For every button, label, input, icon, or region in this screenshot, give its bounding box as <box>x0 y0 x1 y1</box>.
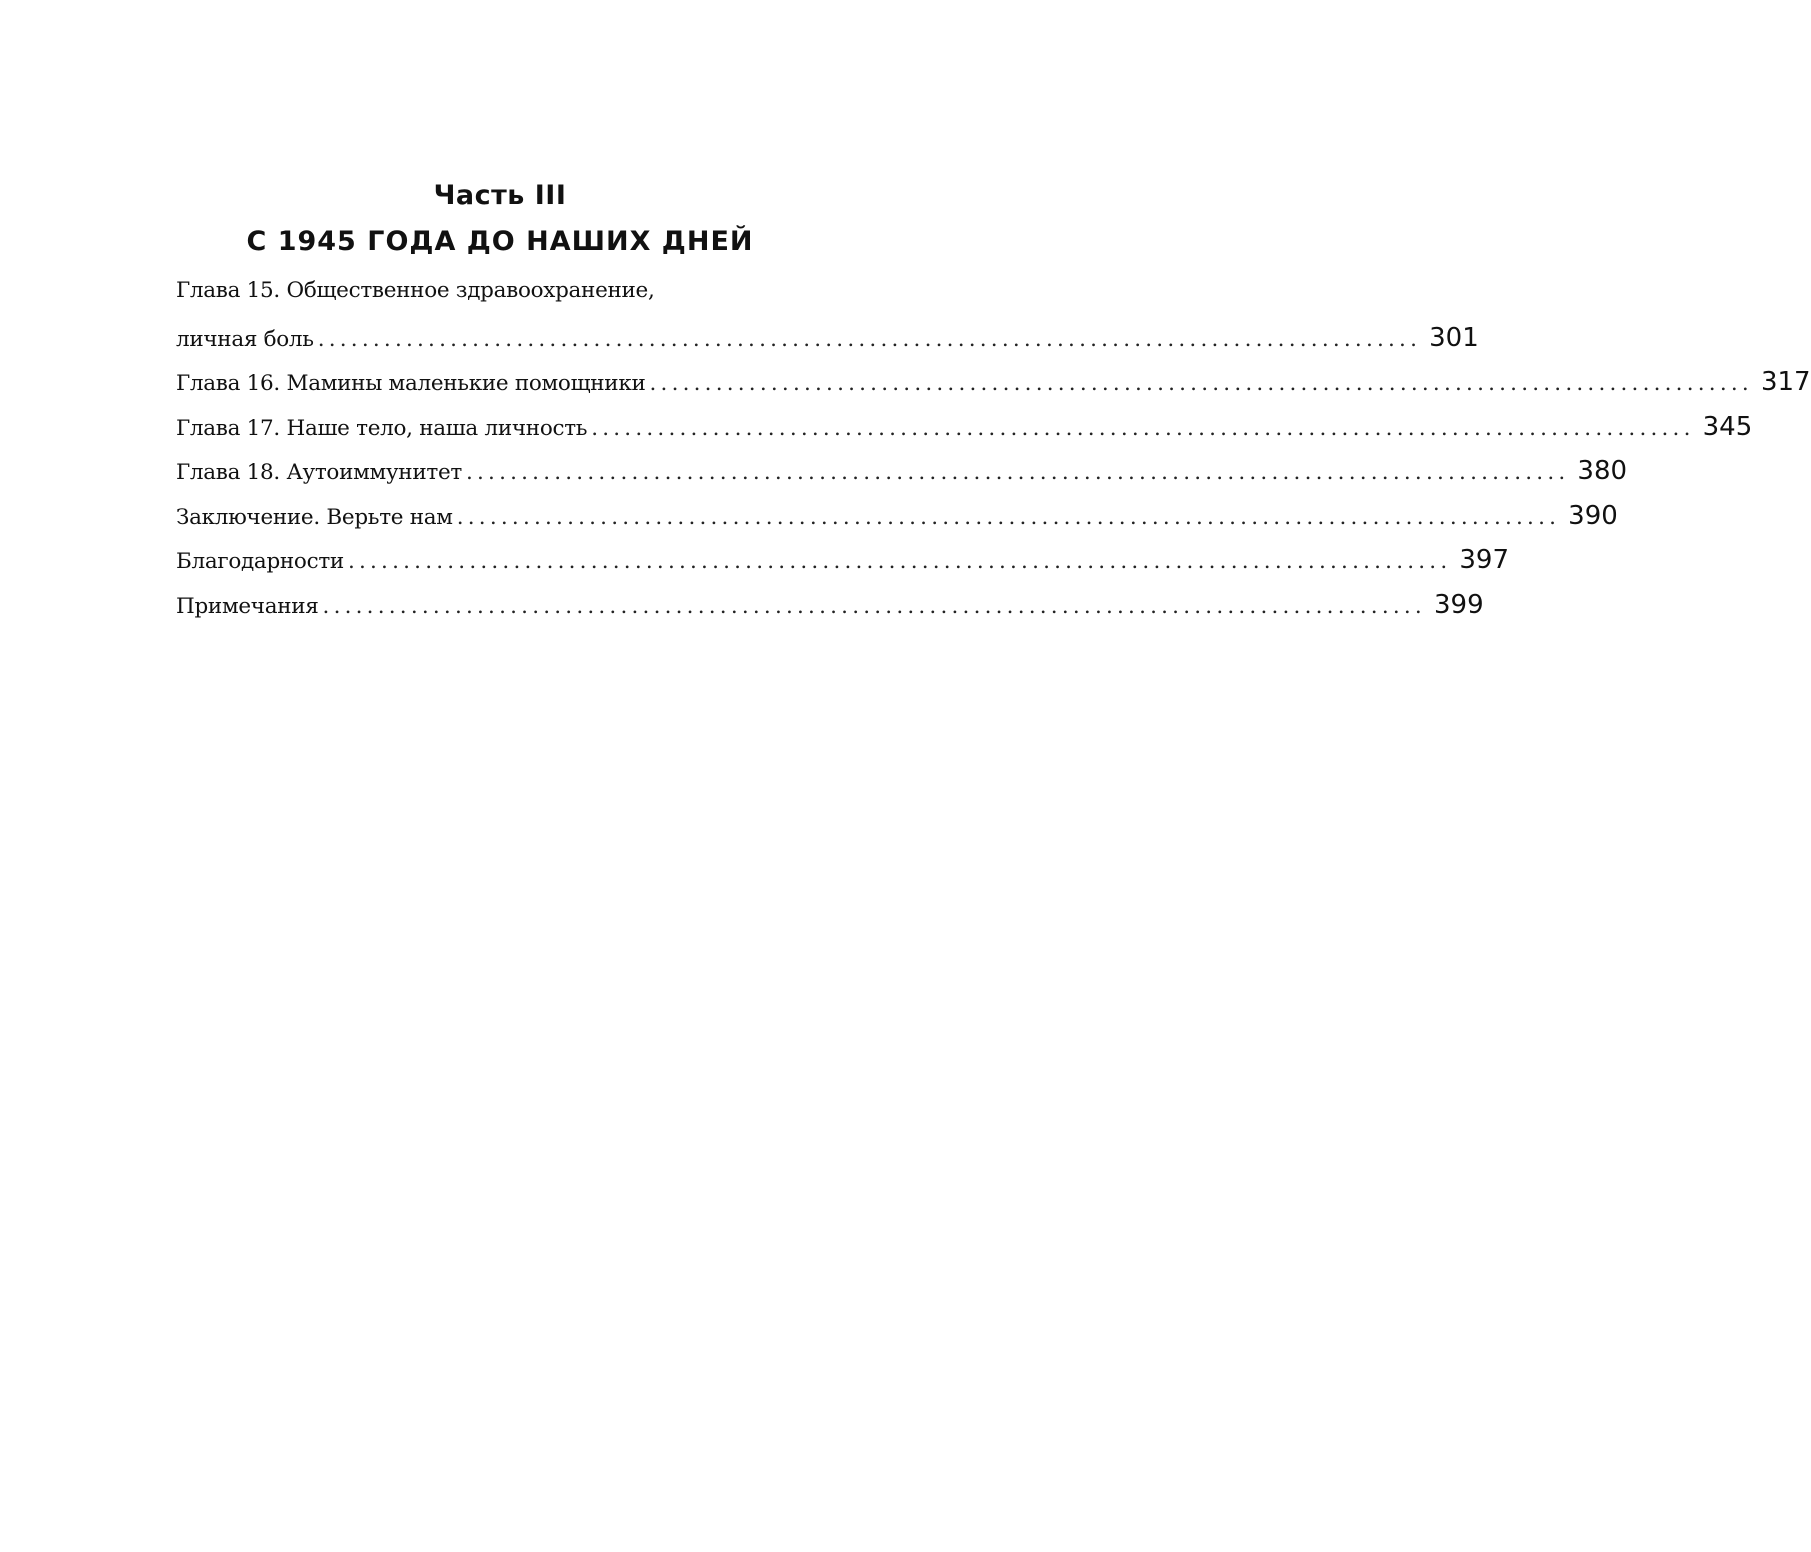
dot-leader: .................................................................................................... <box>649 371 1753 396</box>
toc-entry-text: Благодарности <box>176 549 344 574</box>
toc-entry-chapter-15-line-2 <box>176 322 1479 368</box>
toc-entry-text: личная боль <box>176 326 314 352</box>
toc-entry-text: Глава 16. Мамины маленькие помощники <box>176 371 646 396</box>
toc-entry-acknowledgements <box>176 545 1510 590</box>
toc-entry-text: Глава 18. Аутоиммунитет <box>176 460 462 485</box>
part-label: Часть III <box>433 180 567 211</box>
toc-entry-notes <box>176 589 1484 635</box>
toc-page-number: 345 <box>1702 411 1753 442</box>
dot-leader: .................................................................................................... <box>322 593 1426 619</box>
toc-page-number: 399 <box>1433 589 1484 620</box>
toc-entry-text: Заключение. Верьте нам <box>176 504 453 530</box>
toc-entry-chapter-18 <box>176 456 1628 501</box>
toc-page-number: 390 <box>1568 500 1618 531</box>
toc-entry-chapter-16 <box>176 367 1811 412</box>
toc-page-number: 301 <box>1429 322 1479 353</box>
dot-leader: .................................................................................................... <box>347 549 1452 574</box>
dot-leader: .................................................................................................... <box>465 460 1570 485</box>
toc-page-number: 317 <box>1760 367 1811 397</box>
toc-page-number: 380 <box>1577 456 1628 486</box>
toc-entry-text: Примечания <box>176 593 319 619</box>
part-title: С 1945 ГОДА ДО НАШИХ ДНЕЙ <box>246 226 754 257</box>
toc-entry-text: Глава 17. Наше тело, наша личность <box>176 415 588 441</box>
dot-leader: .................................................................................................... <box>591 415 1695 441</box>
table-of-contents <box>176 278 1811 634</box>
toc-page-number: 397 <box>1459 545 1510 575</box>
toc-entry-chapter-17 <box>176 411 1753 457</box>
toc-entry-text: Глава 15. Общественное здравоохранение, <box>176 278 655 303</box>
dot-leader: .................................................................................................... <box>317 326 1422 352</box>
dot-leader: .................................................................................................... <box>456 504 1561 530</box>
toc-entry-chapter-15-line-1 <box>176 278 894 323</box>
toc-entry-conclusion <box>176 500 1618 546</box>
